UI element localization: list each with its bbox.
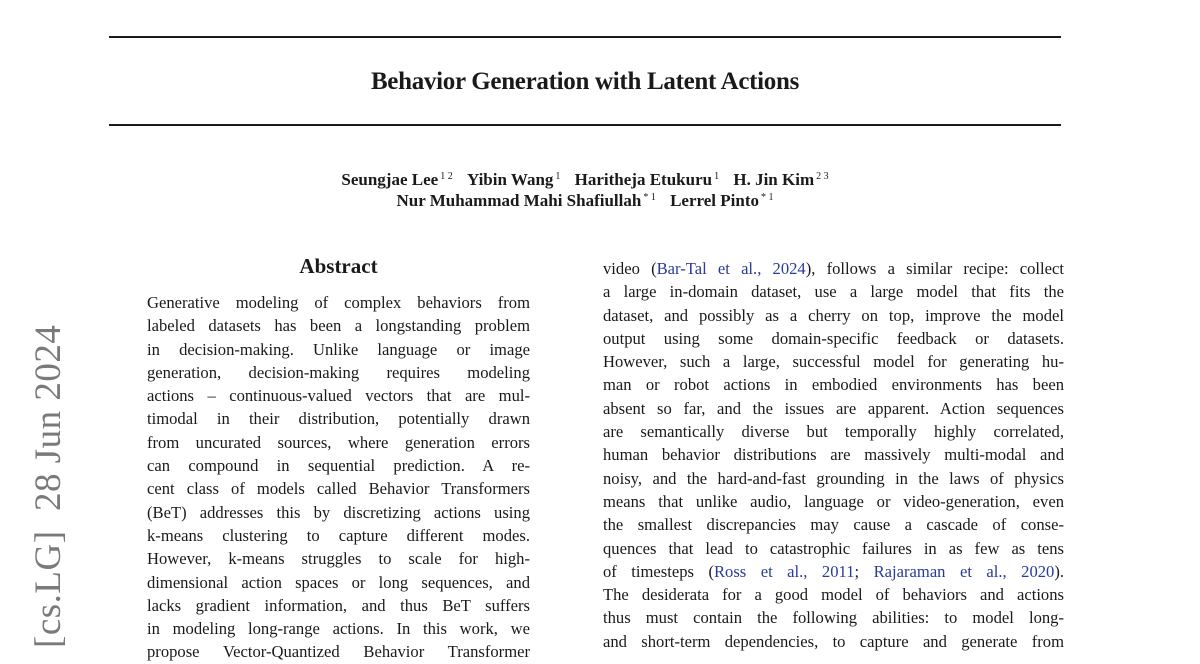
text-run: ;: [854, 561, 874, 581]
arxiv-sidebar-identifier: [cs.LG] 28 Jun 2024: [28, 324, 69, 648]
text-run: of timesteps (: [603, 561, 714, 581]
abstract-line: propose Vector-Quantized Behavior Transformer: [147, 642, 530, 662]
text-run: ).: [1054, 561, 1065, 581]
intro-line: means that unlike audio, language or video-generation, even: [603, 491, 1064, 511]
intro-line: However, such a large, successful model for generating hu-: [603, 352, 1064, 372]
intro-line: [603, 560, 1064, 583]
author-name: Yibin Wang: [466, 170, 554, 189]
author-name: H. Jin Kim: [733, 170, 815, 189]
citation-link[interactable]: Ross et al., 2011: [713, 561, 855, 581]
abstract-line: in modeling long-range actions. In this work, we: [147, 619, 530, 639]
abstract-line: actions – continuous-valued vectors that are mul-: [147, 386, 530, 406]
paper-title: Behavior Generation with Latent Actions: [370, 68, 800, 95]
title-rule-top: [109, 36, 1061, 38]
intro-line: output using some domain-specific feedback or datasets.: [603, 328, 1064, 348]
intro-line: thus must contain the following abilities: to model long-: [603, 608, 1064, 628]
abstract-line: lacks gradient information, and thus BeT suffers: [147, 595, 530, 615]
abstract-line: in decision-making. Unlike language or image: [147, 339, 530, 359]
intro-line: noisy, and the hard-and-fast grounding in the laws of physics: [603, 468, 1064, 488]
author-name: Haritheja Etukuru: [574, 170, 713, 189]
author: [397, 191, 656, 210]
author-affiliation: 2 3: [816, 171, 829, 182]
abstract-line: can compound in sequential prediction. A re-: [147, 456, 530, 476]
abstract-line: Generative modeling of complex behaviors from: [147, 293, 530, 312]
intro-line: The desiderata for a good model of behaviors and actions: [603, 585, 1064, 605]
author-affiliation: 1 2: [440, 171, 453, 182]
abstract-line: timodal in their distribution, potentially drawn: [147, 409, 530, 429]
author-affiliation: 1: [555, 171, 561, 182]
author-name: Nur Muhammad Mahi Shafiullah: [396, 191, 642, 210]
author: [575, 170, 719, 189]
abstract-line: from uncurated sources, where generation errors: [147, 432, 530, 452]
abstract-line: However, k-means struggles to scale for high-: [147, 549, 530, 569]
intro-line: quences that lead to catastrophic failures in as few as tens: [603, 538, 1064, 558]
abstract-line: generation, decision-making requires modeling: [147, 362, 530, 382]
citation-link[interactable]: Rajaraman et al., 2020: [873, 561, 1055, 581]
abstract-heading: Abstract: [299, 254, 378, 278]
text-run: ), follows a similar recipe: collect: [805, 259, 1064, 278]
intro-line: human behavior distributions are massively multi-modal and: [603, 445, 1064, 465]
citation-link[interactable]: Bar-Tal et al., 2024: [656, 259, 806, 278]
intro-line: and short-term dependencies, to capture and generate from: [603, 631, 1064, 651]
author-name: Seungjae Lee: [341, 170, 439, 189]
author: [733, 170, 828, 189]
author-line-1: [0, 170, 1170, 190]
author-affiliation: 1: [714, 171, 720, 182]
author: [467, 170, 560, 189]
abstract-line: (BeT) addresses this by discretizing actions using: [147, 502, 530, 522]
abstract-line: dimensional action spaces or long sequences, and: [147, 572, 530, 592]
text-run: video (: [603, 259, 657, 278]
author: [670, 191, 773, 210]
title-rule-bottom: [109, 124, 1061, 126]
intro-line: [603, 257, 1064, 280]
abstract-body: [147, 291, 530, 664]
abstract-line: k-means clustering to capture different modes.: [147, 525, 530, 545]
intro-line: man or robot actions in embodied environments has been: [603, 375, 1064, 395]
intro-body: [603, 257, 1064, 653]
author-line-2: [0, 191, 1170, 211]
author-name: Lerrel Pinto: [670, 191, 759, 210]
abstract-line: cent class of models called Behavior Transformers: [147, 479, 530, 499]
abstract-line: labeled datasets has been a longstanding problem: [147, 316, 530, 336]
author-affiliation: * 1: [643, 192, 656, 203]
intro-line: dataset, and possibly as a cherry on top, improve the model: [603, 305, 1064, 325]
author: [341, 170, 452, 189]
intro-line: the smallest discrepancies may cause a cascade of conse-: [603, 515, 1064, 535]
intro-line: absent so far, and the issues are apparent. Action sequences: [603, 398, 1064, 418]
intro-line: are semantically diverse but temporally highly correlated,: [603, 422, 1064, 442]
author-affiliation: * 1: [761, 192, 774, 203]
intro-line: a large in-domain dataset, use a large model that fits the: [603, 282, 1064, 302]
